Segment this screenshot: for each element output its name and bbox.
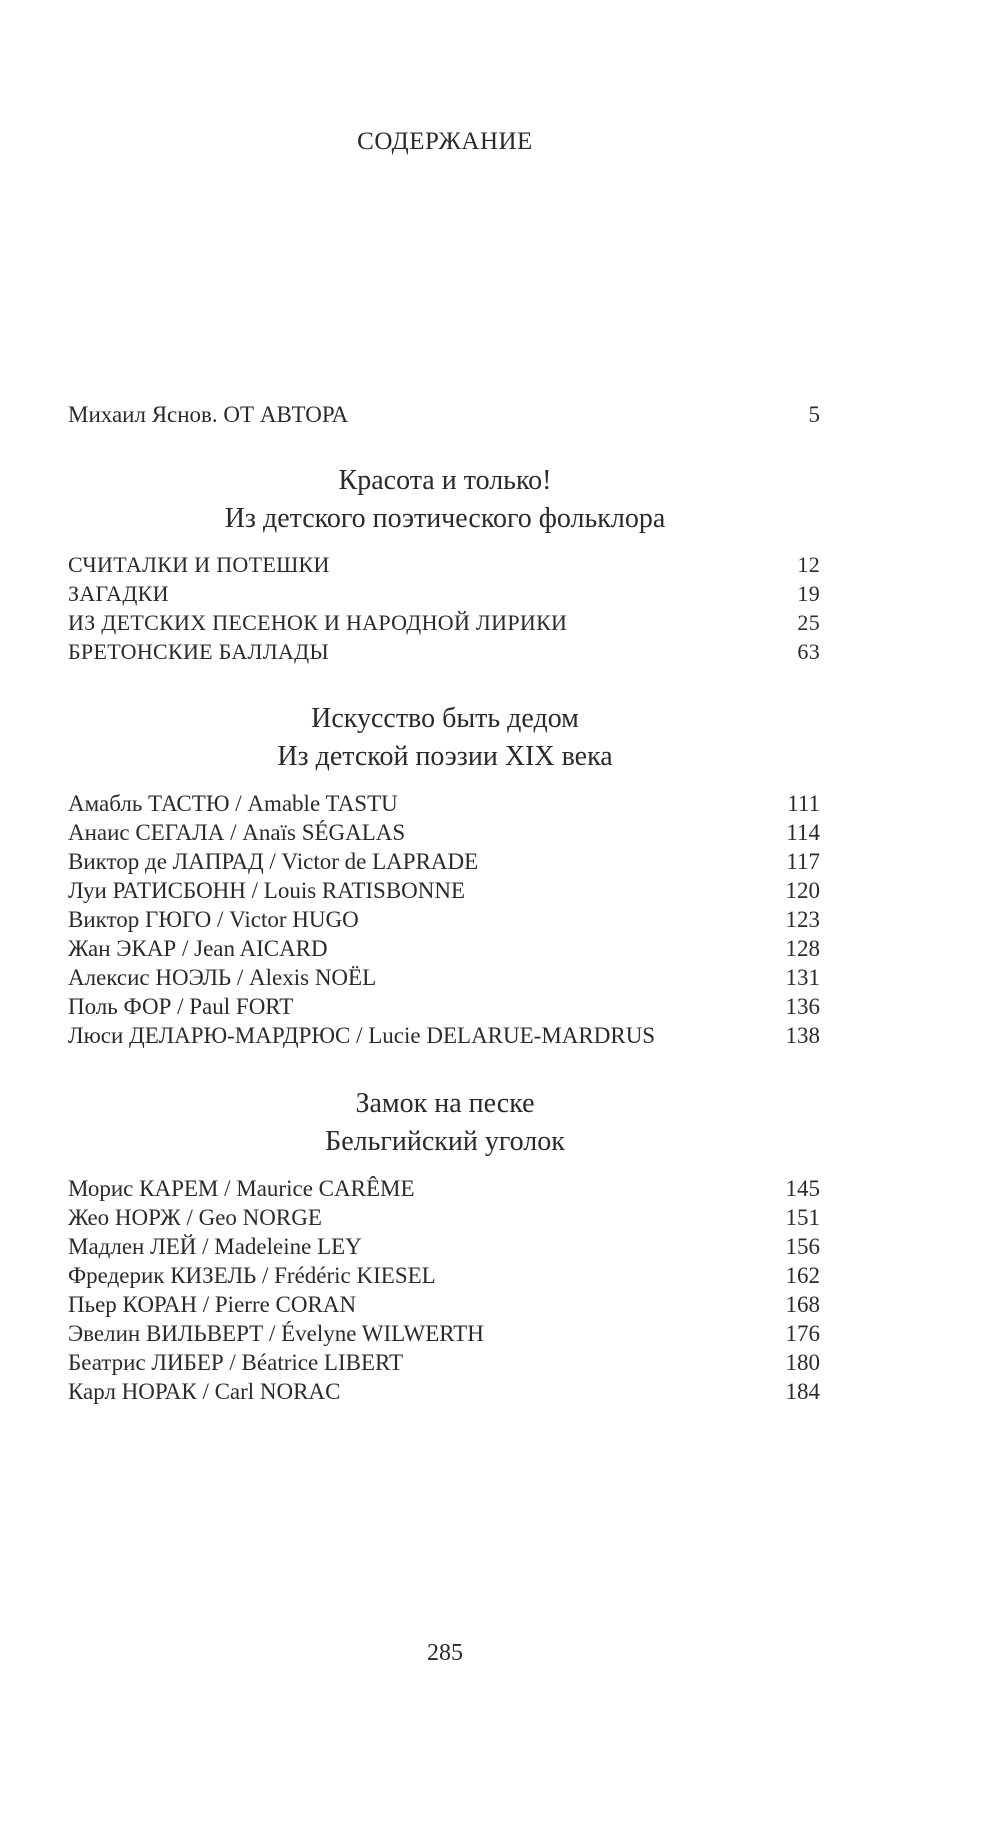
toc-entry-page: 117	[786, 849, 820, 874]
toc-entry-page: 111	[787, 791, 820, 816]
toc-entry-label: Михаил Яснов. ОТ АВТОРА	[68, 402, 349, 427]
toc-entry-label: Виктор де ЛАПРАД / Victor de LAPRADE	[68, 849, 479, 874]
toc-entry[interactable]	[68, 1203, 820, 1232]
toc-entry-label: Анаис СЕГАЛА / Anaïs SÉGALAS	[68, 820, 406, 845]
toc-entry-page: 19	[797, 581, 820, 606]
toc-entry[interactable]	[68, 1174, 820, 1203]
toc-entry-label: Морис КАРЕМ / Maurice CARÊME	[68, 1176, 415, 1201]
toc-entry[interactable]	[68, 1261, 820, 1290]
toc-entry[interactable]	[68, 637, 820, 666]
toc-entry-page: 63	[797, 639, 820, 664]
toc-entry[interactable]	[68, 876, 820, 905]
toc-entry[interactable]	[68, 818, 820, 847]
toc-entry[interactable]	[68, 608, 820, 637]
toc-entry-label: Амабль ТАСТЮ / Amable TASTU	[68, 791, 398, 816]
toc-entry[interactable]	[68, 1290, 820, 1319]
toc-entry-label: Карл НОРАК / Carl NORAC	[68, 1379, 341, 1404]
toc-entry-label: Беатрис ЛИБЕР / Béatrice LIBERT	[68, 1350, 404, 1375]
toc-entry[interactable]	[68, 1021, 820, 1050]
toc-entry-page: 145	[785, 1176, 820, 1201]
toc-entry-page: 123	[785, 907, 820, 932]
toc-entry-label: Фредерик КИЗЕЛЬ / Frédéric KIESEL	[68, 1263, 436, 1288]
toc-entry-page: 168	[785, 1292, 820, 1317]
toc-entry[interactable]	[68, 789, 820, 818]
toc-entry[interactable]	[68, 1232, 820, 1261]
toc-entry[interactable]	[68, 963, 820, 992]
toc-entry-label: Эвелин ВИЛЬВЕРТ / Évelyne WILWERTH	[68, 1321, 484, 1346]
toc-entry[interactable]	[68, 847, 820, 876]
toc-entry-page: 114	[786, 820, 820, 845]
toc-entry-page: 131	[785, 965, 820, 990]
toc-entry-page: 156	[785, 1234, 820, 1259]
toc-entry-label: Виктор ГЮГО / Victor HUGO	[68, 907, 359, 932]
toc-entry-page: 151	[785, 1205, 820, 1230]
toc-entry[interactable]	[68, 1377, 820, 1406]
section-heading: Замок на песке	[355, 1088, 535, 1119]
toc-entry-label: Луи РАТИСБОНН / Louis RATISBONNE	[68, 878, 466, 903]
page-number: 285	[427, 1640, 463, 1666]
toc-entry[interactable]	[68, 579, 820, 608]
toc-entry-label: Жео НОРЖ / Geo NORGE	[68, 1205, 322, 1230]
section-subheading: Из детского поэтического фольклора	[224, 503, 666, 534]
toc-entry-label: Алексис НОЭЛЬ / Alexis NOËL	[68, 965, 377, 990]
section-subheading: Бельгийский уголок	[325, 1126, 565, 1157]
toc-entry-label: Жан ЭКАР / Jean AICARD	[68, 936, 328, 961]
toc-entry[interactable]	[68, 934, 820, 963]
toc-entry-label: Мадлен ЛЕЙ / Madeleine LEY	[68, 1234, 362, 1259]
toc-entry-label: ЗАГАДКИ	[68, 581, 169, 606]
toc-entry-label: СЧИТАЛКИ И ПОТЕШКИ	[68, 552, 330, 577]
page-title: СОДЕРЖАНИЕ	[357, 128, 533, 155]
toc-entry-label: Люси ДЕЛАРЮ-МАРДРЮС / Lucie DELARUE-MARDRUS	[68, 1023, 656, 1048]
toc-entry-page: 162	[785, 1263, 820, 1288]
toc-entry-intro[interactable]	[68, 400, 820, 429]
section-heading: Искусство быть дедом	[311, 703, 579, 734]
section-heading: Красота и только!	[338, 465, 552, 496]
toc-entry-page: 5	[808, 402, 820, 427]
toc-entry[interactable]	[68, 992, 820, 1021]
toc-entry-page: 136	[785, 994, 820, 1019]
toc-entry-label: Пьер КОРАН / Pierre CORAN	[68, 1292, 357, 1317]
toc-entry[interactable]	[68, 550, 820, 579]
toc-entry-page: 12	[797, 552, 820, 577]
toc-entry-page: 25	[797, 610, 820, 635]
toc-entry-page: 176	[785, 1321, 820, 1346]
section-subheading: Из детской поэзии XIX века	[277, 741, 613, 772]
toc-entry-page: 180	[785, 1350, 820, 1375]
toc-entry-label: ИЗ ДЕТСКИХ ПЕСЕНОК И НАРОДНОЙ ЛИРИКИ	[68, 610, 568, 635]
toc-entry-label: Поль ФОР / Paul FORT	[68, 994, 294, 1019]
toc-entry[interactable]	[68, 905, 820, 934]
toc-entry-page: 120	[785, 878, 820, 903]
toc-entry[interactable]	[68, 1348, 820, 1377]
toc-entry-label: БРЕТОНСКИЕ БАЛЛАДЫ	[68, 639, 329, 664]
toc-entry-page: 128	[785, 936, 820, 961]
toc-entry-page: 138	[785, 1023, 820, 1048]
toc-entry[interactable]	[68, 1319, 820, 1348]
toc-entry-page: 184	[785, 1379, 820, 1404]
